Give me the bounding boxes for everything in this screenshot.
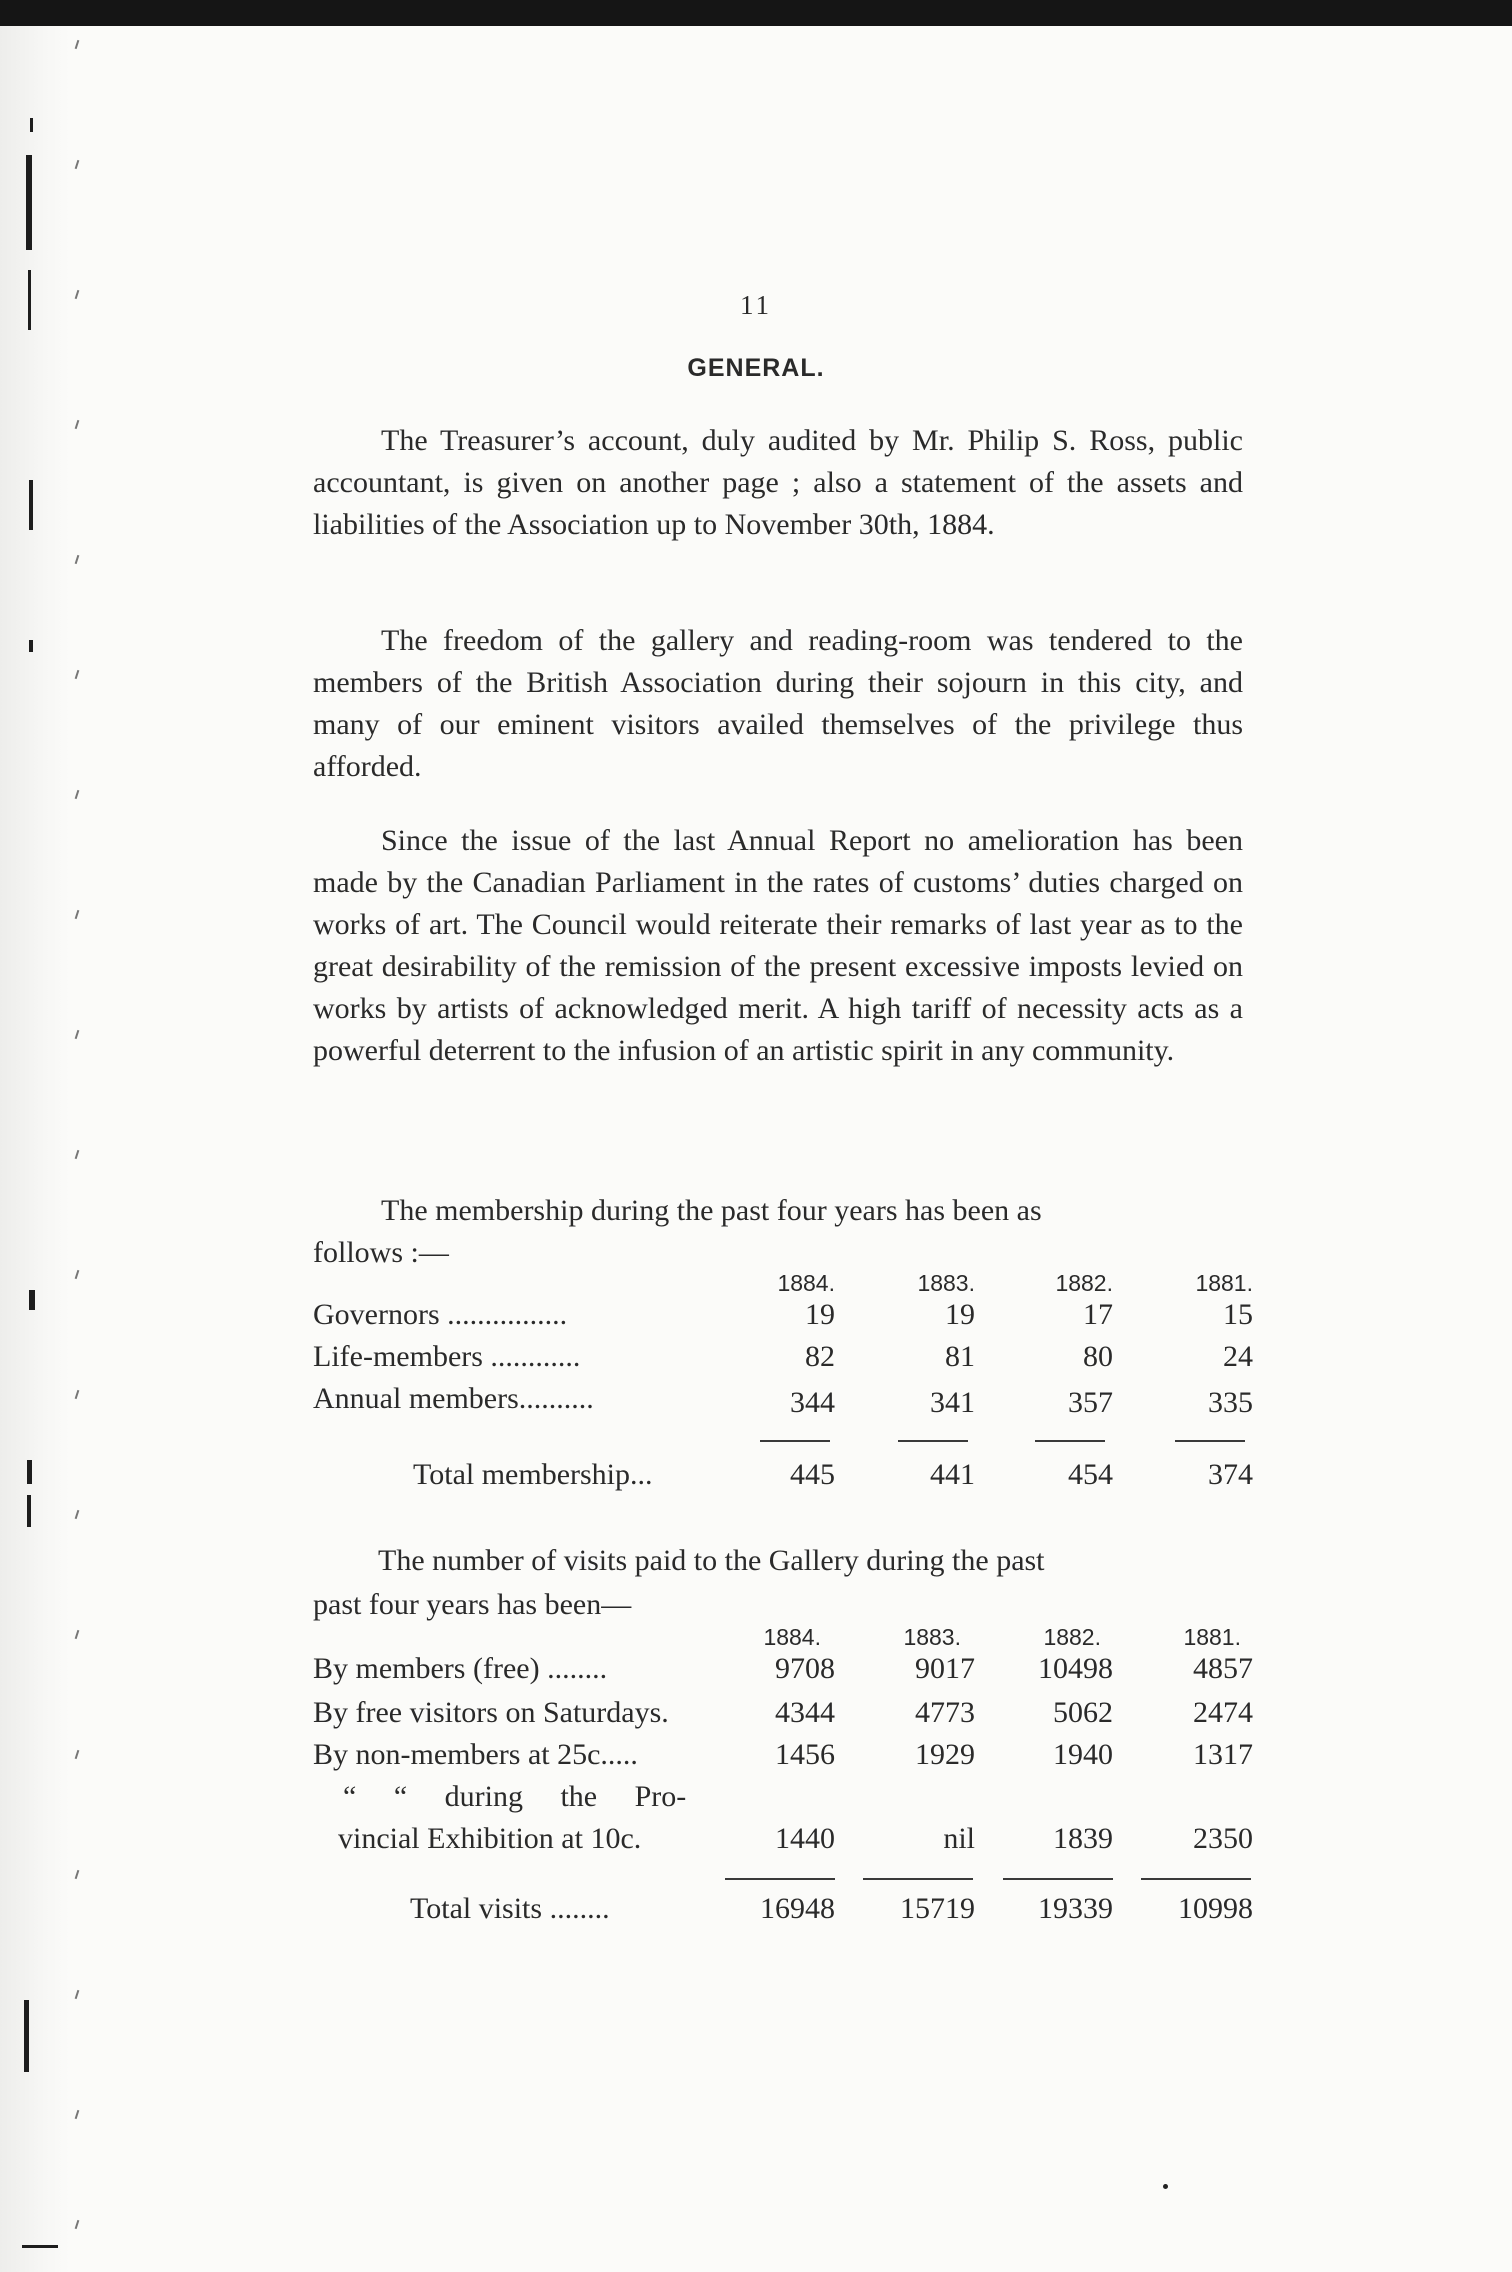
row-label: Life-members ............ xyxy=(313,1340,581,1373)
sum-rule xyxy=(1003,1878,1113,1880)
year-header: 1884. xyxy=(777,1270,835,1296)
cell-value: 80 xyxy=(1083,1340,1113,1373)
cell-value: 9708 xyxy=(775,1652,835,1685)
ink-speck xyxy=(1163,2184,1168,2189)
margin-tick xyxy=(75,1510,80,1519)
visits-intro-line: The number of visits paid to the Gallery during the past xyxy=(378,1544,1045,1577)
cell-value: 1317 xyxy=(1193,1738,1253,1771)
visits-row-saturdays xyxy=(313,1696,1253,1736)
cell-value: 1440 xyxy=(775,1822,835,1855)
cell-value: 4773 xyxy=(915,1696,975,1729)
sum-rule xyxy=(760,1440,830,1442)
binding-mark xyxy=(27,1460,32,1484)
binding-mark xyxy=(29,1290,35,1310)
margin-tick xyxy=(75,1630,80,1639)
row-label: By free visitors on Saturdays. xyxy=(313,1696,669,1729)
binding-mark xyxy=(26,155,32,250)
margin-tick xyxy=(75,2110,80,2119)
cell-value: 454 xyxy=(1068,1458,1113,1491)
cell-value: 9017 xyxy=(915,1652,975,1685)
sum-rule xyxy=(898,1440,968,1442)
paragraph-freedom: The freedom of the gallery and reading-room was tendered to the members of the British Association during their sojourn in this city, and many of our eminent visitors availed themselves of the privilege thus afforded. xyxy=(313,624,1243,783)
cell-value: 19339 xyxy=(1038,1892,1113,1925)
cell-value: 335 xyxy=(1208,1386,1253,1419)
cell-value: 445 xyxy=(790,1458,835,1491)
year-header: 1884. xyxy=(763,1624,821,1650)
binding-mark xyxy=(29,480,33,530)
row-label: By members (free) ........ xyxy=(313,1652,608,1685)
margin-tick xyxy=(75,420,80,429)
margin-tick xyxy=(75,1990,80,1999)
cell-value: 5062 xyxy=(1053,1696,1113,1729)
cell-value: 19 xyxy=(805,1298,835,1331)
sum-rule xyxy=(863,1878,973,1880)
row-label: Governors ................ xyxy=(313,1298,568,1331)
binding-mark xyxy=(30,118,33,132)
row-label: Total visits ........ xyxy=(410,1892,610,1925)
row-label: Annual members.......... xyxy=(313,1382,594,1415)
visits-row-total xyxy=(313,1892,1253,1932)
margin-tick xyxy=(75,1270,80,1279)
visits-row-exhibition-label xyxy=(313,1780,1243,1820)
cell-value: 2474 xyxy=(1193,1696,1253,1729)
margin-tick xyxy=(75,910,80,919)
margin-tick xyxy=(75,1390,80,1399)
margin-tick xyxy=(75,1150,80,1159)
cell-value: 24 xyxy=(1223,1340,1253,1373)
membership-row-life-members xyxy=(313,1340,1253,1380)
cell-value: 15719 xyxy=(900,1892,975,1925)
cell-value: 1929 xyxy=(915,1738,975,1771)
binding-mark xyxy=(22,2245,58,2248)
cell-value: 4857 xyxy=(1193,1652,1253,1685)
membership-row-total xyxy=(313,1458,1253,1498)
cell-value: 81 xyxy=(945,1340,975,1373)
cell-value: 1940 xyxy=(1053,1738,1113,1771)
cell-value: 2350 xyxy=(1193,1822,1253,1855)
margin-tick xyxy=(75,790,80,799)
cell-value: 374 xyxy=(1208,1458,1253,1491)
sum-rule xyxy=(1175,1440,1245,1442)
visits-row-exhibition xyxy=(313,1822,1253,1862)
margin-tick xyxy=(75,160,80,169)
margin-tick xyxy=(75,1750,80,1759)
sum-rule xyxy=(1035,1440,1105,1442)
paragraph-treasurer: The Treasurer’s account, duly audited by Mr. Philip S. Ross, public accountant, is given on another page ; also a statement of the assets and liabilities of the Association up to November 30th, 1884. xyxy=(313,424,1243,541)
cell-value: 1456 xyxy=(775,1738,835,1771)
year-header: 1881. xyxy=(1183,1624,1241,1650)
cell-value: 1839 xyxy=(1053,1822,1113,1855)
sum-rule xyxy=(1141,1878,1251,1880)
cell-value: 17 xyxy=(1083,1298,1113,1331)
cell-value: 15 xyxy=(1223,1298,1253,1331)
page-number: 11 xyxy=(740,290,772,320)
sum-rule xyxy=(725,1878,835,1880)
margin-tick xyxy=(75,40,80,49)
year-header: 1882. xyxy=(1055,1270,1113,1296)
membership-intro-line: The membership during the past four years has been as xyxy=(381,1194,1042,1227)
cell-value: 4344 xyxy=(775,1696,835,1729)
cell-value: 10998 xyxy=(1178,1892,1253,1925)
row-label: vincial Exhibition at 10c. xyxy=(338,1822,642,1855)
section-heading: GENERAL. xyxy=(687,354,825,382)
cell-value: 341 xyxy=(930,1386,975,1419)
cell-value: 82 xyxy=(805,1340,835,1373)
scan-top-border xyxy=(0,0,1512,26)
margin-tick xyxy=(75,670,80,679)
binding-mark xyxy=(24,2000,29,2072)
margin-tick xyxy=(75,1030,80,1039)
membership-row-governors xyxy=(313,1298,1253,1338)
row-label: Total membership... xyxy=(413,1458,653,1491)
binding-mark xyxy=(29,640,33,652)
membership-intro-line: follows :— xyxy=(313,1236,449,1269)
margin-tick xyxy=(75,2220,80,2229)
row-label: By non-members at 25c..... xyxy=(313,1738,638,1771)
paragraph-customs: Since the issue of the last Annual Report no amelioration has been made by the Canadian Parliament in the rates of customs’ duties charged on works of art. The Council would reiterate their remarks of last year as to the great desirability of the remission of the present excessive imposts levied on works by artists of acknowledged merit. A high tariff of necessity acts as a powerful deterrent to the infusion of an artistic spirit in any community. xyxy=(313,824,1243,1067)
year-header: 1882. xyxy=(1043,1624,1101,1650)
cell-value: 16948 xyxy=(760,1892,835,1925)
cell-value: 19 xyxy=(945,1298,975,1331)
cell-value: 10498 xyxy=(1038,1652,1113,1685)
year-header: 1883. xyxy=(903,1624,961,1650)
membership-row-annual-members xyxy=(313,1382,1253,1422)
visits-intro-line: past four years has been— xyxy=(313,1588,632,1621)
visits-row-members-free xyxy=(313,1652,1253,1692)
margin-tick xyxy=(75,1870,80,1879)
year-header: 1883. xyxy=(917,1270,975,1296)
cell-value: 344 xyxy=(790,1386,835,1419)
row-label: “ “ during the Pro- xyxy=(343,1780,687,1813)
visits-row-non-members xyxy=(313,1738,1253,1778)
cell-value: 357 xyxy=(1068,1386,1113,1419)
binding-mark xyxy=(27,1495,31,1527)
year-header: 1881. xyxy=(1195,1270,1253,1296)
margin-tick xyxy=(75,555,80,564)
cell-value: 441 xyxy=(930,1458,975,1491)
cell-value: nil xyxy=(943,1822,975,1855)
